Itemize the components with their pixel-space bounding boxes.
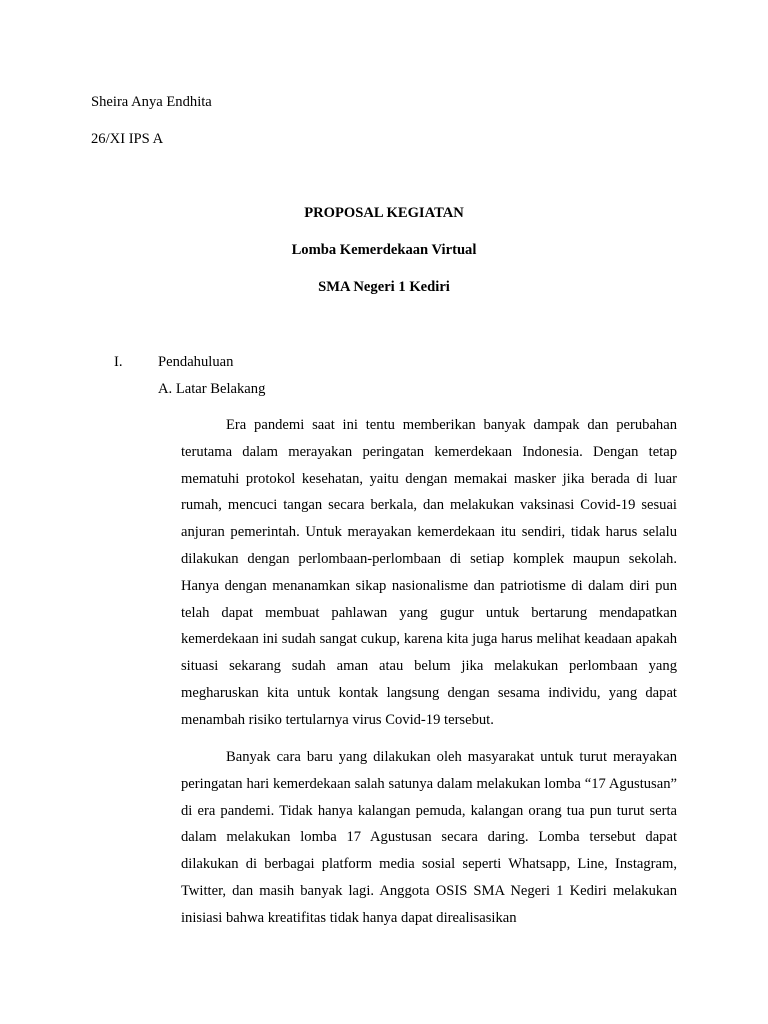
subsection-title: A. Latar Belakang [158, 381, 266, 397]
section-title: Pendahuluan [158, 354, 234, 370]
proposal-title: PROPOSAL KEGIATAN [304, 205, 464, 221]
class-info: 26/XI IPS A [91, 131, 164, 147]
proposal-subtitle: Lomba Kemerdekaan Virtual [291, 242, 477, 258]
paragraph-1: Era pandemi saat ini tentu memberikan banyak dampak dan perubahan terutama dalam merayakan peringatan kemerdekaan Indonesia. Dengan tetap mematuhi protokol kesehatan, yaitu dengan memakai masker jika berada di luar rumah, mencuci tangan secara berkala, dan melakukan vaksinasi Covid-19 sesuai anjuran pemerintah. Untuk merayakan kemerdekaan itu sendiri, tidak harus selalu dilakukan dengan perlombaan-perlombaan di setiap komplek maupun sekolah. Hanya dengan menanamkan sikap nasionalisme dan patriotisme di dalam diri pun telah dapat membuat pahlawan yang gugur untuk bertarung mendapatkan kemerdekaan ini sudah sangat cukup, karena kita juga harus melihat keadaan apakah situasi sekarang sudah aman atau belum jika melakukan perlombaan yang megharuskan kita untuk kontak langsung dengan sesama individu, yang dapat menambah risiko tertularnya virus Covid-19 tersebut. [181, 417, 677, 728]
author-name: Sheira Anya Endhita [91, 94, 212, 110]
paragraph-2: Banyak cara baru yang dilakukan oleh masyarakat untuk turut merayakan peringatan hari kemerdekaan salah satunya dalam melakukan lomba “17 Agustusan” di era pandemi. Tidak hanya kalangan pemuda, kalangan orang tua pun turut serta dalam melakukan lomba 17 Agustusan secara daring. Lomba tersebut dapat dilakukan di berbagai platform media sosial seperti Whatsapp, Line, Instagram, Twitter, dan masih banyak lagi. Anggota OSIS SMA Negeri 1 Kediri melakukan inisiasi bahwa kreatifitas tidak hanya dapat direalisasikan [181, 749, 677, 926]
school-name: SMA Negeri 1 Kediri [318, 279, 450, 295]
section-number: I. [114, 354, 123, 370]
